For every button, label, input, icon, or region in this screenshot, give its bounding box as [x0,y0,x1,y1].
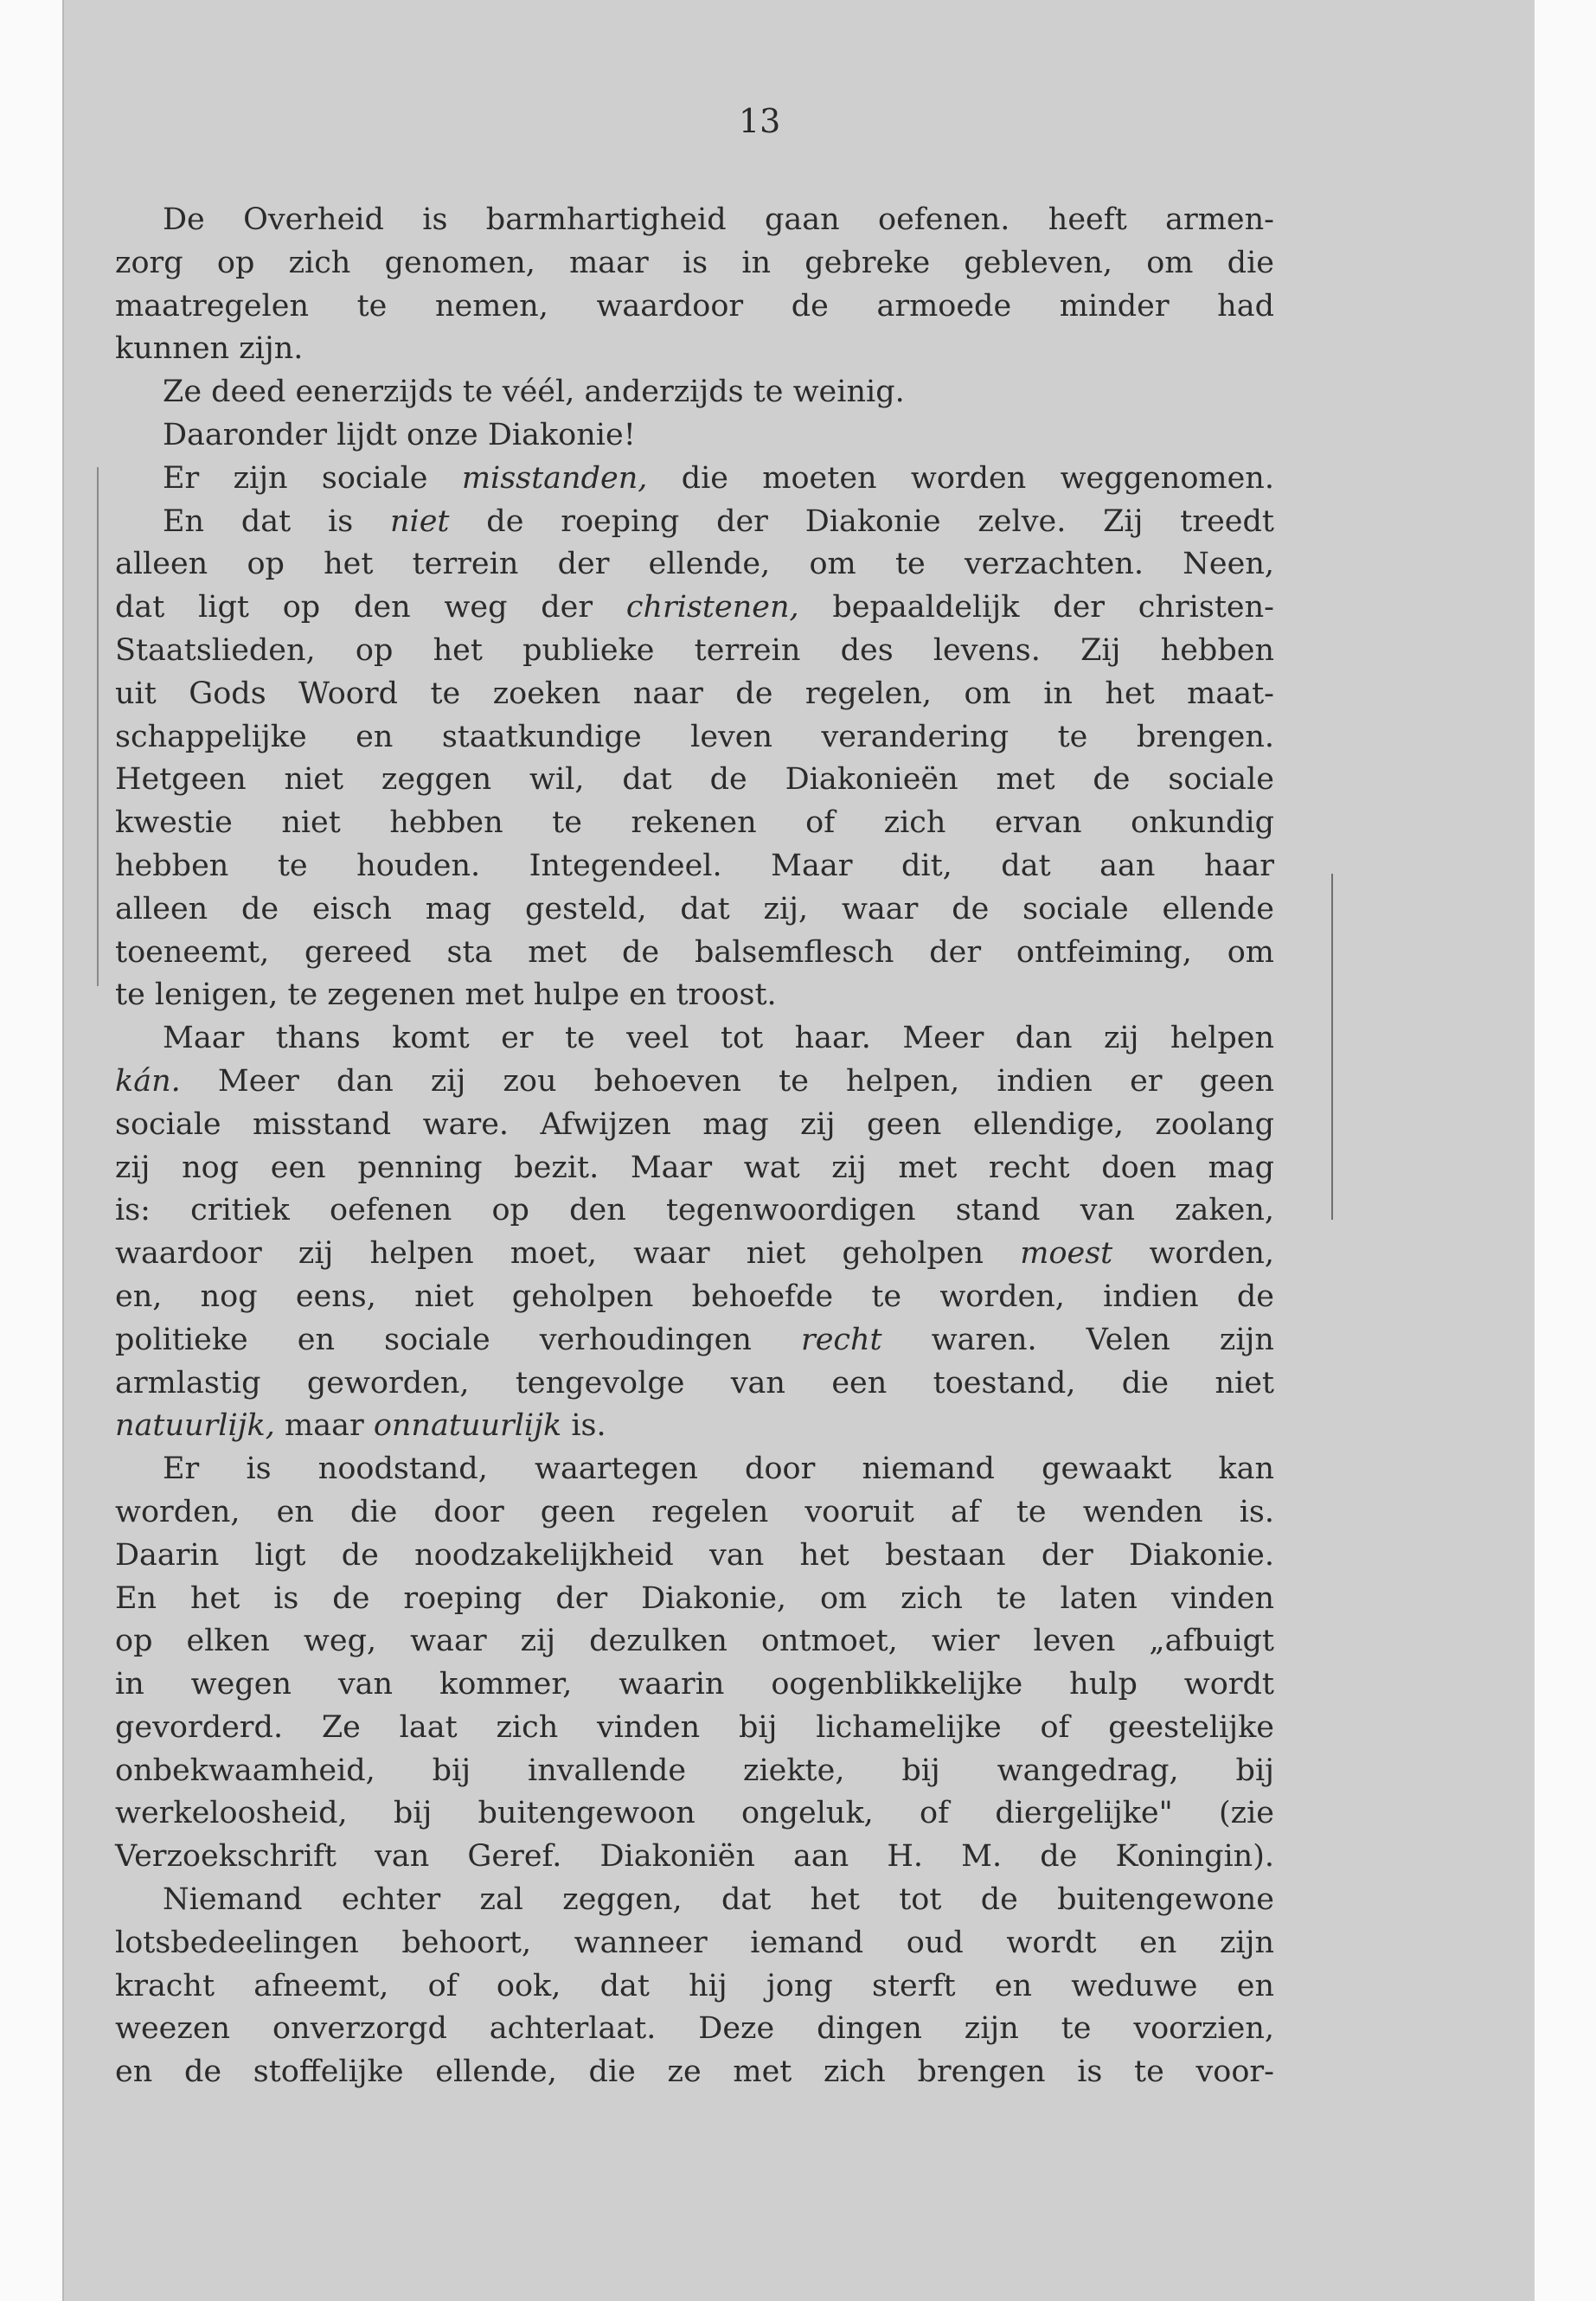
text-line: waardoor zij helpen moet, waar niet geholpen moest worden, [115,1236,1274,1272]
text-line: dat ligt op den weg der christenen, bepaaldelijk der christen- [115,590,1274,625]
text-line: kunnen zijn. [115,331,304,367]
text-line: worden, en die door geen regelen vooruit af te wenden is. [115,1494,1274,1529]
text-line: gevorderd. Ze laat zich vinden bij lichamelijke of geestelijke [115,1709,1274,1745]
text-line: En het is de roeping der Diakonie, om zich te laten vinden [115,1580,1274,1616]
text-line: sociale misstand ware. Afwijzen mag zij geen ellendige, zoolang [115,1106,1274,1142]
margin-pencil-line [97,467,99,986]
text-line: onbekwaamheid, bij invallende ziekte, bij wangedrag, bij [115,1753,1274,1788]
body-text [115,199,1274,2094]
text-line: Verzoekschrift van Geref. Diakoniën aan H. M. de Koningin). [115,1839,1274,1875]
page-number: 13 [739,102,781,140]
italic-word: christenen, [625,590,799,625]
text-line: werkeloosheid, bij buitengewoon ongeluk, of diergelijke" (zie [115,1796,1274,1831]
text-line: hebben te houden. Integendeel. Maar dit, dat aan haar [115,848,1274,883]
italic-word: niet [389,503,450,539]
italic-word: recht [800,1322,882,1357]
text-line: alleen de eisch mag gesteld, dat zij, waar de sociale ellende [115,891,1274,926]
text-line: Hetgeen niet zeggen wil, dat de Diakonieën met de sociale [115,762,1274,798]
italic-word: natuurlijk, [115,1408,275,1444]
text-line: kán. Meer dan zij zou behoeven te helpen, indien er geen [115,1063,1274,1099]
text-line: Er is noodstand, waartegen door niemand gewaakt kan [163,1452,1274,1487]
text-line: Daaronder lijdt onze Diakonie! [163,417,636,452]
text-line: Niemand echter zal zeggen, dat het tot de buitengewone [163,1882,1274,1918]
italic-word: misstanden, [461,460,648,496]
text-line: uit Gods Woord te zoeken naar de regelen, om in het maat- [115,676,1274,711]
italic-word: onnatuurlijk [373,1408,562,1444]
text-line: maatregelen te nemen, waardoor de armoede minder had [115,288,1274,324]
text-line: natuurlijk, maar onnatuurlijk is. [115,1408,606,1444]
text-line: alleen op het terrein der ellende, om te verzachten. Neen, [115,547,1274,582]
text-line: zij nog een penning bezit. Maar wat zij met recht doen mag [115,1150,1274,1185]
italic-word: kán. [115,1063,181,1099]
text-line: in wegen van kommer, waarin oogenblikkelijke hulp wordt [115,1667,1274,1702]
scan-margin-left [0,0,62,2301]
text-line: En dat is niet de roeping der Diakonie zelve. Zij treedt [163,503,1274,539]
text-line: Staatslieden, op het publieke terrein des levens. Zij hebben [115,632,1274,668]
italic-word: moest [1020,1236,1113,1272]
text-line: Maar thans komt er te veel tot haar. Meer dan zij helpen [163,1021,1274,1056]
margin-pencil-line-right [1331,874,1333,1220]
text-line: lotsbedeelingen behoort, wanneer iemand oud wordt en zijn [115,1925,1274,1960]
text-line: De Overheid is barmhartigheid gaan oefenen. heeft armen- [163,202,1274,237]
text-line: en de stoffelijke ellende, die ze met zich brengen is te voor- [115,2054,1274,2090]
text-line: schappelijke en staatkundige leven verandering te brengen. [115,719,1274,754]
text-line: politieke en sociale verhoudingen recht waren. Velen zijn [115,1322,1274,1357]
text-line: armlastig geworden, tengevolge van een toestand, die niet [115,1365,1274,1400]
text-line: weezen onverzorgd achterlaat. Deze dingen zijn te voorzien, [115,2011,1274,2047]
text-line: te lenigen, te zegenen met hulpe en troost. [115,977,777,1013]
text-line: en, nog eens, niet geholpen behoefde te worden, indien de [115,1279,1274,1314]
text-line: kwestie niet hebben te rekenen of zich ervan onkundig [115,805,1274,841]
text-line: zorg op zich genomen, maar is in gebreke gebleven, om die [115,245,1274,280]
text-line: kracht afneemt, of ook, dat hij jong sterft en weduwe en [115,1968,1274,2003]
text-line: op elken weg, waar zij dezulken ontmoet, wier leven „afbuigt [115,1624,1274,1659]
text-line: Daarin ligt de noodzakelijkheid van het bestaan der Diakonie. [115,1537,1274,1573]
text-line: is: critiek oefenen op den tegenwoordigen stand van zaken, [115,1193,1274,1228]
text-line: Ze deed eenerzijds te véél, anderzijds te weinig. [163,375,905,410]
text-line: toeneemt, gereed sta met de balsemflesch der ontfeiming, om [115,934,1274,970]
text-line: Er zijn sociale misstanden, die moeten worden weggenomen. [163,460,1274,496]
scan-margin-right [1535,0,1596,2301]
